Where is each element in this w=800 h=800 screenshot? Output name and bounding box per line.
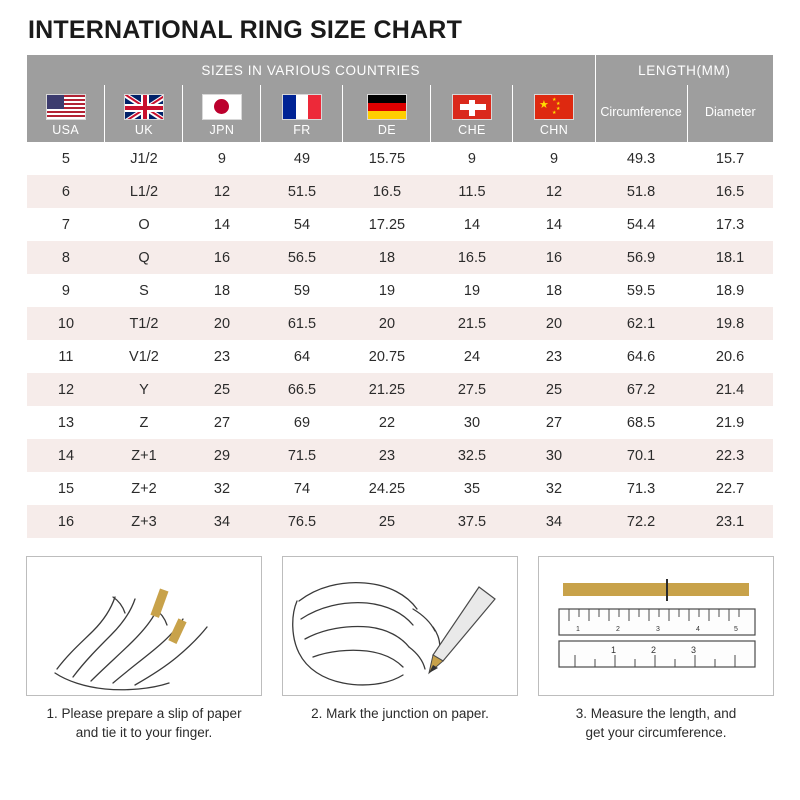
table-cell: 20 (513, 307, 595, 340)
table-head (27, 55, 773, 142)
table-cell: 30 (513, 439, 595, 472)
instructions-section (0, 556, 800, 742)
table-cell: 64 (261, 340, 343, 373)
column-header-uk (105, 85, 183, 142)
table-cell: 24 (431, 340, 513, 373)
table-cell: 29 (183, 439, 261, 472)
table-cell: 11.5 (431, 175, 513, 208)
flag-header-row (27, 85, 773, 142)
svg-text:2: 2 (616, 626, 620, 633)
table-cell: 32.5 (431, 439, 513, 472)
table-cell: Z+3 (105, 505, 183, 538)
table-cell: S (105, 274, 183, 307)
table-cell: 25 (513, 373, 595, 406)
table-row (27, 472, 773, 505)
table-cell: 16 (27, 505, 105, 538)
table-cell: 5 (27, 142, 105, 175)
table-cell: 12 (513, 175, 595, 208)
table-cell: 9 (183, 142, 261, 175)
table-cell: 34 (183, 505, 261, 538)
table-cell: 6 (27, 175, 105, 208)
table-row (27, 505, 773, 538)
table-cell: 56.5 (261, 241, 343, 274)
table-cell: T1/2 (105, 307, 183, 340)
table-cell: 32 (513, 472, 595, 505)
table-row (27, 241, 773, 274)
flag-switzerland-icon (452, 94, 492, 120)
table-cell: 20.75 (343, 340, 431, 373)
table-cell: 18.9 (687, 274, 773, 307)
table-cell: 22.7 (687, 472, 773, 505)
instruction-step-2 (282, 556, 518, 742)
table-cell: 64.6 (595, 340, 687, 373)
table-body (27, 142, 773, 538)
column-label-che: CHE (458, 122, 486, 137)
table-cell: 17.25 (343, 208, 431, 241)
flag-uk-icon (124, 94, 164, 120)
instruction-caption-3-line1: 3. Measure the length, and (575, 706, 737, 721)
table-cell: 24.25 (343, 472, 431, 505)
table-cell: 25 (343, 505, 431, 538)
table-row (27, 142, 773, 175)
flag-japan-icon (202, 94, 242, 120)
table-cell: 67.2 (595, 373, 687, 406)
flag-germany-icon (367, 94, 407, 120)
table-row (27, 307, 773, 340)
table-cell: 61.5 (261, 307, 343, 340)
table-row (27, 274, 773, 307)
table-cell: 22.3 (687, 439, 773, 472)
table-cell: 12 (27, 373, 105, 406)
table-cell: 59 (261, 274, 343, 307)
column-header-usa (27, 85, 105, 142)
table-cell: 59.5 (595, 274, 687, 307)
table-cell: 20.6 (687, 340, 773, 373)
table-cell: 74 (261, 472, 343, 505)
table-cell: 15 (27, 472, 105, 505)
table-cell: 14 (183, 208, 261, 241)
page-title: INTERNATIONAL RING SIZE CHART (28, 16, 463, 44)
flag-usa-icon (46, 94, 86, 120)
table-row (27, 340, 773, 373)
table-cell: 68.5 (595, 406, 687, 439)
table-cell: 19 (431, 274, 513, 307)
table-cell: 34 (513, 505, 595, 538)
table-cell: 30 (431, 406, 513, 439)
instruction-step-1 (26, 556, 262, 742)
group-header-row (27, 55, 773, 85)
table-cell: 14 (27, 439, 105, 472)
table-cell: 72.2 (595, 505, 687, 538)
flag-france-icon (282, 94, 322, 120)
table-cell: 21.25 (343, 373, 431, 406)
hand-marking-paper-with-pen-illustration (282, 556, 518, 696)
table-cell: 49 (261, 142, 343, 175)
table-cell: 35 (431, 472, 513, 505)
table-cell: 71.3 (595, 472, 687, 505)
table-cell: 23.1 (687, 505, 773, 538)
table-cell: 27 (183, 406, 261, 439)
table-cell: 25 (183, 373, 261, 406)
instruction-caption-3 (538, 704, 774, 742)
instruction-caption-2 (282, 704, 518, 723)
table-cell: O (105, 208, 183, 241)
table-cell: 18 (183, 274, 261, 307)
svg-text:3: 3 (656, 626, 660, 633)
table-cell: 49.3 (595, 142, 687, 175)
column-header-diameter: Diameter (687, 85, 773, 142)
instruction-caption-1-line2: and tie it to your finger. (75, 725, 213, 740)
table-cell: 15.75 (343, 142, 431, 175)
instruction-caption-3-line2: get your circumference. (585, 725, 727, 740)
table-cell: V1/2 (105, 340, 183, 373)
table-cell: 56.9 (595, 241, 687, 274)
table-cell: 37.5 (431, 505, 513, 538)
instruction-step-3 (538, 556, 774, 742)
table-cell: 18 (513, 274, 595, 307)
table-cell: 54.4 (595, 208, 687, 241)
table-cell: 27.5 (431, 373, 513, 406)
table-cell: 16 (183, 241, 261, 274)
column-header-chn (513, 85, 595, 142)
table-cell: 14 (431, 208, 513, 241)
table-cell: 27 (513, 406, 595, 439)
column-header-che (431, 85, 513, 142)
column-label-chn: CHN (539, 122, 569, 137)
column-header-de (343, 85, 431, 142)
group-header-countries: SIZES IN VARIOUS COUNTRIES (27, 55, 595, 85)
svg-text:3: 3 (691, 645, 697, 655)
table-cell: 17.3 (687, 208, 773, 241)
table-cell: 16.5 (343, 175, 431, 208)
ring-size-table (27, 55, 773, 538)
table-cell: 23 (183, 340, 261, 373)
hand-with-paper-strip-illustration (26, 556, 262, 696)
instruction-caption-1-line1: 1. Please prepare a slip of paper (46, 706, 242, 721)
column-header-jpn (183, 85, 261, 142)
instruction-caption-1 (26, 704, 262, 742)
table-cell: 66.5 (261, 373, 343, 406)
table-cell: 54 (261, 208, 343, 241)
table-row (27, 175, 773, 208)
table-cell: J1/2 (105, 142, 183, 175)
column-label-uk: UK (134, 122, 154, 137)
table-cell: Z+2 (105, 472, 183, 505)
column-label-usa: USA (52, 122, 80, 137)
table-cell: Z (105, 406, 183, 439)
table-cell: Q (105, 241, 183, 274)
table-cell: 10 (27, 307, 105, 340)
table-cell: 21.5 (431, 307, 513, 340)
table-cell: 76.5 (261, 505, 343, 538)
column-label-fr: FR (293, 122, 311, 137)
column-label-jpn: JPN (209, 122, 235, 137)
table-cell: 22 (343, 406, 431, 439)
instruction-caption-2-line1: 2. Mark the junction on paper. (311, 706, 489, 721)
svg-text:5: 5 (734, 626, 738, 633)
table-row (27, 406, 773, 439)
column-header-fr (261, 85, 343, 142)
table-cell: 23 (343, 439, 431, 472)
table-cell: 11 (27, 340, 105, 373)
group-header-length: LENGTH(MM) (595, 55, 773, 85)
table-cell: 19 (343, 274, 431, 307)
table-cell: 71.5 (261, 439, 343, 472)
table-row (27, 439, 773, 472)
table-cell: 18 (343, 241, 431, 274)
table-cell: 16.5 (687, 175, 773, 208)
table-cell: 32 (183, 472, 261, 505)
column-header-circumference: Circumference (595, 85, 687, 142)
table-cell: 20 (183, 307, 261, 340)
table-cell: Z+1 (105, 439, 183, 472)
table-cell: 9 (27, 274, 105, 307)
table-cell: 9 (513, 142, 595, 175)
table-cell: 21.4 (687, 373, 773, 406)
table-cell: 13 (27, 406, 105, 439)
table-cell: 51.5 (261, 175, 343, 208)
table-cell: 23 (513, 340, 595, 373)
table-cell: 62.1 (595, 307, 687, 340)
table-cell: L1/2 (105, 175, 183, 208)
table-cell: Y (105, 373, 183, 406)
svg-text:4: 4 (696, 626, 700, 633)
flag-china-icon: ★ ★ ★ ★ ★ (534, 94, 574, 120)
column-label-de: DE (377, 122, 397, 137)
ruler-measuring-paper-strip-illustration (538, 556, 774, 696)
table-cell: 16 (513, 241, 595, 274)
table-cell: 9 (431, 142, 513, 175)
table-cell: 18.1 (687, 241, 773, 274)
table-cell: 7 (27, 208, 105, 241)
table-cell: 8 (27, 241, 105, 274)
table-cell: 16.5 (431, 241, 513, 274)
svg-text:1: 1 (611, 645, 617, 655)
table-cell: 70.1 (595, 439, 687, 472)
svg-text:1: 1 (576, 626, 580, 633)
svg-text:2: 2 (651, 645, 657, 655)
table-cell: 51.8 (595, 175, 687, 208)
table-cell: 15.7 (687, 142, 773, 175)
table-cell: 20 (343, 307, 431, 340)
table-cell: 14 (513, 208, 595, 241)
table-cell: 19.8 (687, 307, 773, 340)
table-row (27, 373, 773, 406)
table-cell: 69 (261, 406, 343, 439)
table-cell: 12 (183, 175, 261, 208)
table-row (27, 208, 773, 241)
table-cell: 21.9 (687, 406, 773, 439)
